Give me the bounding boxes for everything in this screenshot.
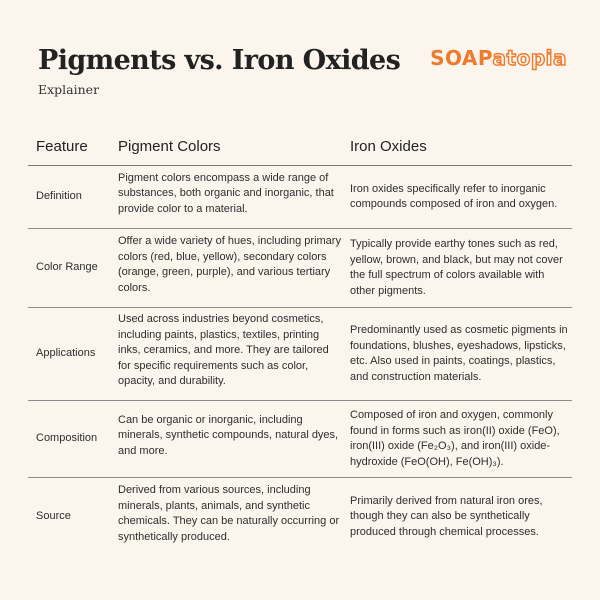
row-pigment-cell [118, 308, 350, 401]
row-feature-cell: Composition [28, 401, 118, 478]
row-iron-cell: Iron oxides specifically refer to inorganic compounds composed of iron and oxygen. [350, 166, 572, 229]
row-pigment-text: Offer a wide variety of hues, including primary colors (red, blue, yellow), secondary colors (orange, green, purple), and various tertiary colors. [118, 235, 341, 294]
column-header-iron-oxides: Iron Oxides [350, 128, 572, 166]
column-header-feature: Feature [28, 128, 118, 166]
table-row [28, 401, 572, 478]
row-feature-cell: Applications [28, 308, 118, 401]
page-subtitle: Explainer [38, 82, 100, 97]
row-pigment-cell [118, 166, 350, 229]
row-pigment-cell [118, 478, 350, 557]
row-pigment-text: Derived from various sources, including minerals, plants, animals, and synthetic chemicals. They can be naturally occurring or synthetically produced. [118, 484, 340, 543]
row-pigment-text: Used across industries beyond cosmetics, including paints, plastics, textiles, printing inks, ceramics, and more. They are tailored for specific requirements such as color, opacity, and durability. [118, 313, 329, 388]
row-pigment-cell [118, 401, 350, 478]
row-iron-cell: Composed of iron and oxygen, commonly found in forms such as iron(II) oxide (FeO), iron(III) oxide (Fe₂O₃), and iron(III) oxide-hydroxide (FeO(OH), Fe(OH)₃). [350, 401, 572, 478]
logo-atopia-text: atopia [492, 46, 567, 70]
table-row [28, 229, 572, 308]
page-header [38, 44, 570, 104]
row-iron-cell: Primarily derived from natural iron ores, though they can also be synthetically produced through chemical processes. [350, 494, 543, 538]
row-feature-cell: Source [36, 510, 71, 523]
table-row [28, 478, 572, 557]
row-feature-cell: Color Range [28, 229, 118, 308]
table-row [28, 166, 572, 229]
comparison-table [28, 128, 572, 556]
row-feature-cell: Definition [28, 166, 118, 229]
row-iron-cell: Predominantly used as cosmetic pigments in foundations, blushes, eyeshadows, lipsticks, etc. Also used in paints, coatings, plastics, and construction materials. [350, 308, 572, 401]
brand-logo [430, 46, 567, 70]
column-header-pigment-colors: Pigment Colors [118, 128, 350, 166]
row-iron-cell: Typically provide earthy tones such as red, yellow, brown, and black, but may not cover the full spectrum of colors available with other pigments. [350, 229, 572, 308]
table-row [28, 308, 572, 401]
table-header-row [28, 128, 572, 166]
page-title: Pigments vs. Iron Oxides [38, 45, 401, 76]
row-pigment-text: Can be organic or inorganic, including minerals, synthetic compounds, natural dyes, and more. [118, 413, 339, 457]
row-pigment-text: Pigment colors encompass a wide range of substances, both organic and inorganic, that provide color to a material. [118, 171, 334, 215]
logo-soap-text: SOAP [430, 46, 493, 70]
row-pigment-cell [118, 229, 350, 308]
